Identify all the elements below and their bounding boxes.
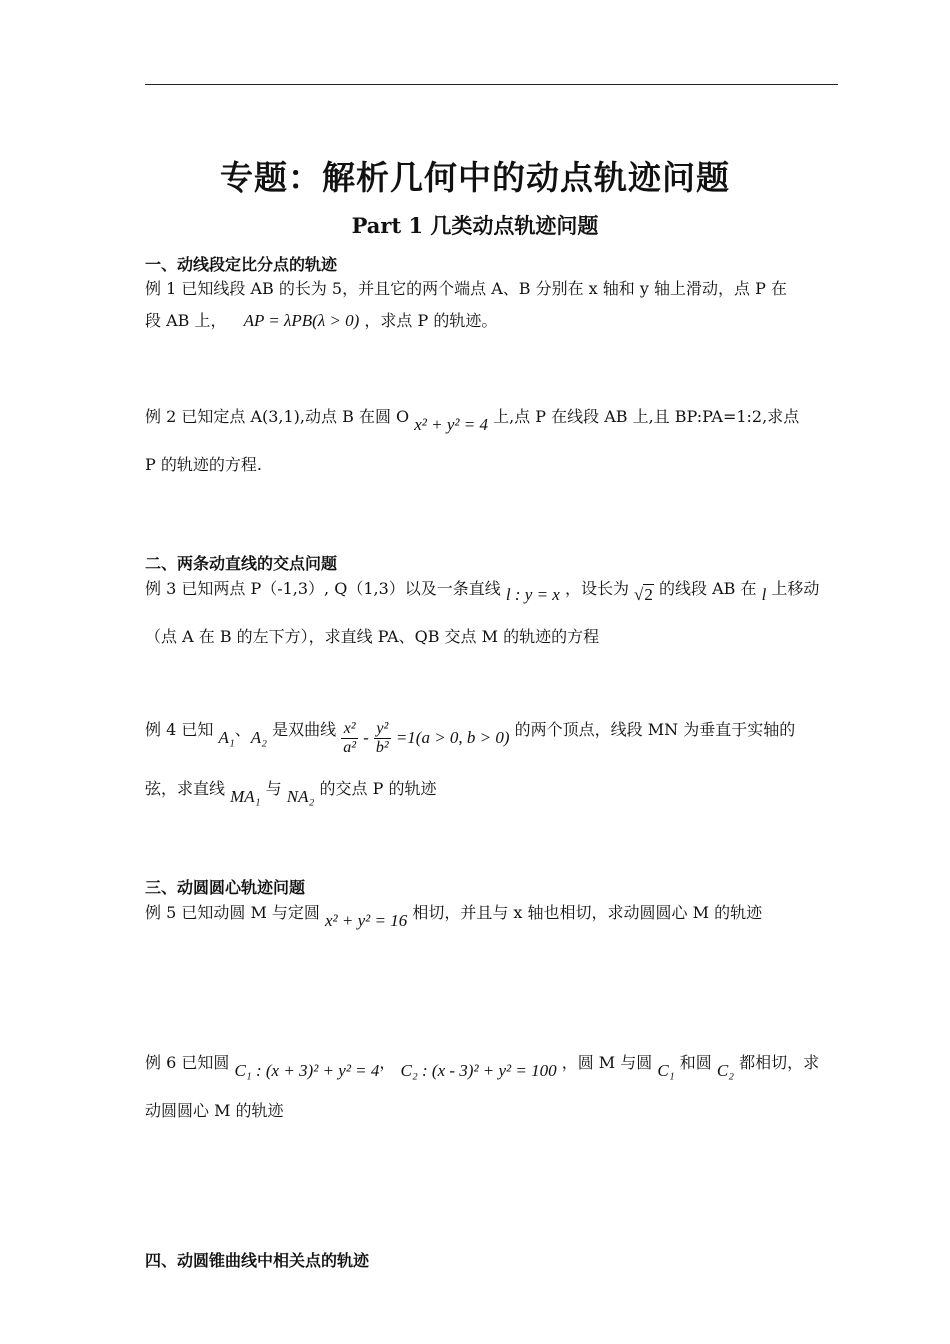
example-4-line-2: 弦，求直线 MA₁ 与 NA₂ 的交点 P 的轨迹 (145, 779, 437, 806)
fraction-y-over-b: $\frac{\text{y²}}{\text{b²}}$ (375, 720, 389, 756)
example-3-line-2: （点 A 在 B 的左下方），求直线 PA、QB 交点 M 的轨迹的方程 (145, 627, 600, 646)
example-3-formula: l : y = x (505, 585, 560, 604)
section-heading-2: 二、两条动直线的交点问题 (145, 554, 338, 573)
page-title: 专题：解析几何中的动点轨迹问题 (220, 158, 730, 197)
section-heading-4: 四、动圆锥曲线中相关点的轨迹 (145, 1251, 370, 1270)
example-2-line-1: 例 2 已知定点 A(3,1),动点 B 在圆 O x² + y² = 4 上,点 P 在线段 AB 上,且 BP:PA=1:2,求点 (145, 407, 800, 434)
circle-c2-formula: C₂ : (x - 3)² + y² = 100 (400, 1061, 557, 1080)
circle-c1-formula: C₁ : (x + 3)² + y² = 4 (234, 1061, 380, 1080)
example-1-formula: AP = λPB(λ > 0) (243, 311, 360, 330)
example-5-line-1: 例 5 已知动圆 M 与定圆 x² + y² = 16 相切，并且与 x 轴也相切，求动圆圆心 M 的轨迹 (145, 903, 763, 930)
section-heading-1: 一、动线段定比分点的轨迹 (145, 255, 338, 274)
example-5-formula: x² + y² = 16 (325, 911, 408, 930)
example-2-line-2: P 的轨迹的方程. (145, 455, 262, 474)
example-1-line-1: 例 1 已知线段 AB 的长为 5，并且它的两个端点 A、B 分别在 x 轴和 y 轴上滑动，点 P 在 (145, 279, 787, 298)
example-2-formula: x² + y² = 4 (414, 415, 488, 434)
header-rule (145, 84, 838, 85)
fraction-x-over-a: $\frac{\text{x²}}{\text{a²}}$ (343, 720, 357, 756)
section-heading-3: 三、动圆圆心轨迹问题 (145, 878, 306, 897)
sqrt-two: √2 (634, 585, 653, 604)
example-4-line-1: 例 4 已知 A₁、A₂ 是双曲线 $\frac{\text{x²}}{\text{a²}}$ - $\frac{\text{y²}}{\text{b²}}$ =1(a > 0, b > 0) 的两个顶点，线段 MN 为垂直于实轴的 (145, 720, 796, 756)
example-6-line-1: 例 6 已知圆 C₁ : (x + 3)² + y² = 4， C₂ : (x - 3)² + y² = 100 ，圆 M 与圆 C₁ 和圆 C₂ 都相切，求 (145, 1053, 820, 1080)
page-subtitle: Part 1 几类动点轨迹问题 (351, 213, 599, 238)
example-6-line-2: 动圆圆心 M 的轨迹 (145, 1101, 284, 1120)
example-1-line-2: 段 AB 上， AP = λPB(λ > 0) ，求点 P 的轨迹。 (145, 311, 498, 330)
example-3-line-1: 例 3 已知两点 P（-1,3）, Q（1,3）以及一条直线 l : y = x ，设长为 √2 的线段 AB 在 l 上移动 (145, 579, 820, 604)
